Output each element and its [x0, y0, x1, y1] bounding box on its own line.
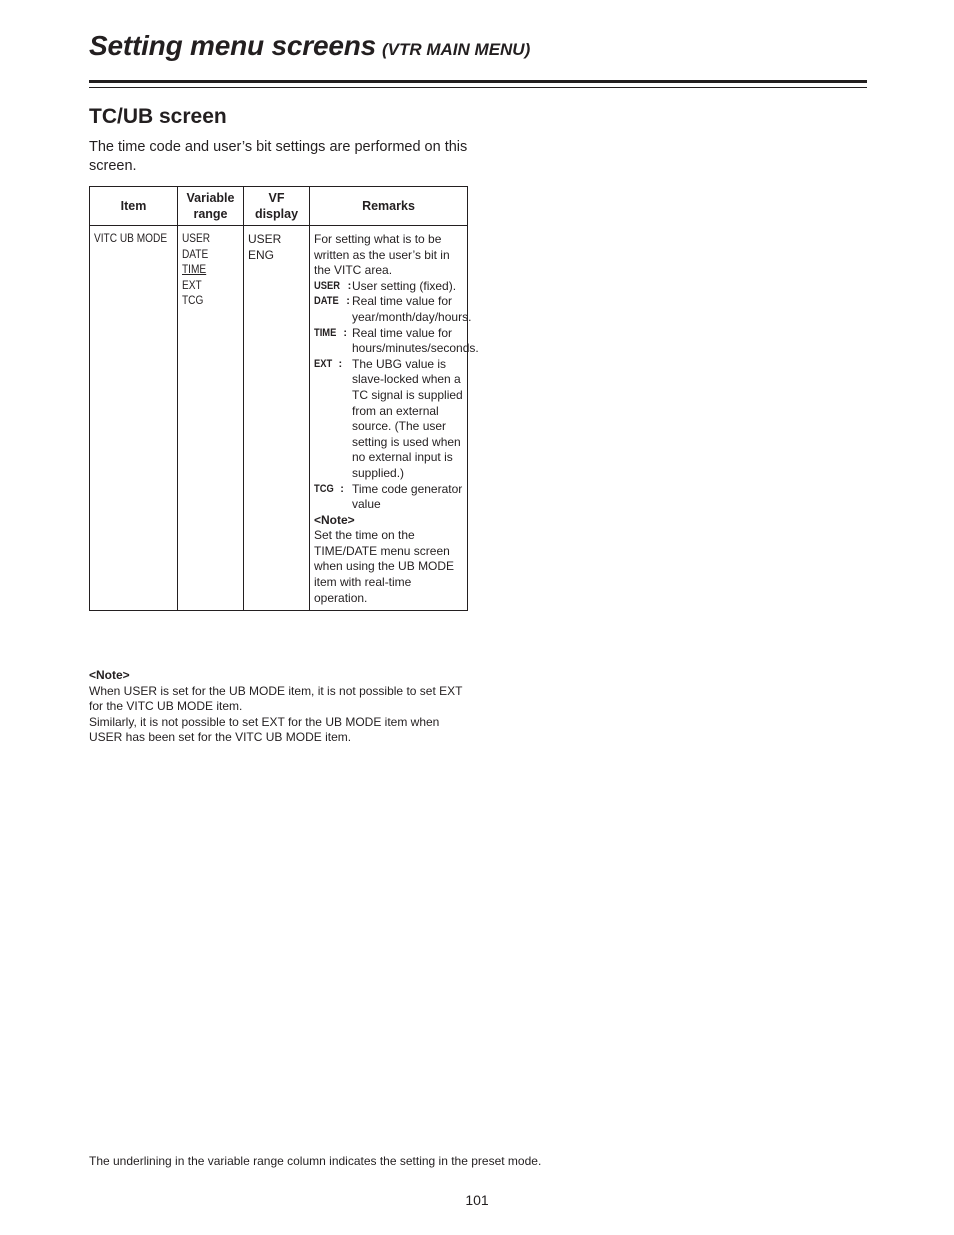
remarks-option	[314, 482, 464, 513]
col-header-item: Item	[90, 187, 178, 226]
option-sep: :	[347, 279, 352, 292]
cell-variable-range	[178, 226, 244, 611]
header-rule-thick	[89, 80, 867, 83]
section-intro: The time code and user’s bit settings are performed on this screen.	[89, 139, 468, 174]
page-title: Setting menu screens	[89, 30, 376, 61]
range-option: TCG	[182, 295, 204, 308]
remarks-option	[314, 294, 472, 325]
page-header	[89, 30, 869, 70]
range-option: USER	[182, 233, 211, 245]
page-number: 101	[465, 1192, 489, 1208]
note-line: Similarly, it is not possible to set EXT for the UB MODE item when USER has been set for the VITC UB MODE item.	[89, 714, 440, 744]
option-text: Real time value for hours/minutes/seconds.	[352, 325, 479, 356]
range-option: EXT	[182, 279, 202, 292]
footer-note: The underlining in the variable range column indicates the setting in the preset mode.	[89, 1154, 542, 1168]
option-key: DATE	[314, 295, 339, 308]
settings-table	[89, 186, 479, 611]
cell-remarks	[310, 226, 479, 611]
cell-vf-display	[244, 226, 310, 611]
remarks-note-text: Set the time on the TIME/DATE menu screen when using the UB MODE item with real-time operation.	[314, 528, 455, 605]
remarks-option	[314, 357, 464, 482]
option-text: Real time value for year/month/day/hours.	[352, 294, 472, 324]
col-header-remarks: Remarks	[310, 187, 468, 226]
remarks-option	[314, 325, 479, 357]
remarks-option	[314, 279, 464, 295]
cell-item	[90, 226, 178, 611]
item-name: VITC UB MODE	[94, 233, 168, 245]
remarks-note-label: <Note>	[314, 512, 355, 527]
option-key: TIME	[314, 326, 337, 339]
option-key: TCG	[314, 482, 334, 495]
header-rule-thin	[89, 87, 867, 88]
table-row	[90, 226, 468, 611]
section-title: TC/UB screen	[89, 105, 227, 128]
option-key: USER	[314, 279, 340, 292]
note-block	[89, 668, 469, 746]
option-text: Time code generator value	[352, 481, 463, 512]
option-sep: :	[338, 357, 343, 370]
note-line: When USER is set for the UB MODE item, it is not possible to set EXT for the VITC UB MODE item.	[89, 683, 463, 713]
col-header-variable-range: Variable range	[178, 187, 244, 226]
range-option: DATE	[182, 248, 209, 261]
note-label: <Note>	[89, 668, 130, 682]
remarks-intro: For setting what is to be written as the user’s bit in the VITC area.	[314, 232, 450, 278]
option-text: User setting (fixed).	[352, 278, 457, 293]
option-sep: :	[346, 295, 350, 308]
option-key: EXT	[314, 357, 333, 370]
option-sep: :	[343, 326, 348, 339]
range-option-preset: TIME	[182, 264, 207, 277]
option-sep: :	[340, 482, 344, 495]
vf-value: ENG	[248, 247, 275, 262]
vf-value: USER	[248, 232, 282, 246]
col-header-vf-display: VF display	[244, 187, 310, 226]
option-text: The UBG value is slave-locked when a TC signal is supplied from an external source. (The user setting is used when no external input is supplied.)	[352, 356, 463, 480]
page-subtitle: (VTR MAIN MENU)	[381, 40, 531, 59]
table-header-row	[90, 187, 468, 226]
